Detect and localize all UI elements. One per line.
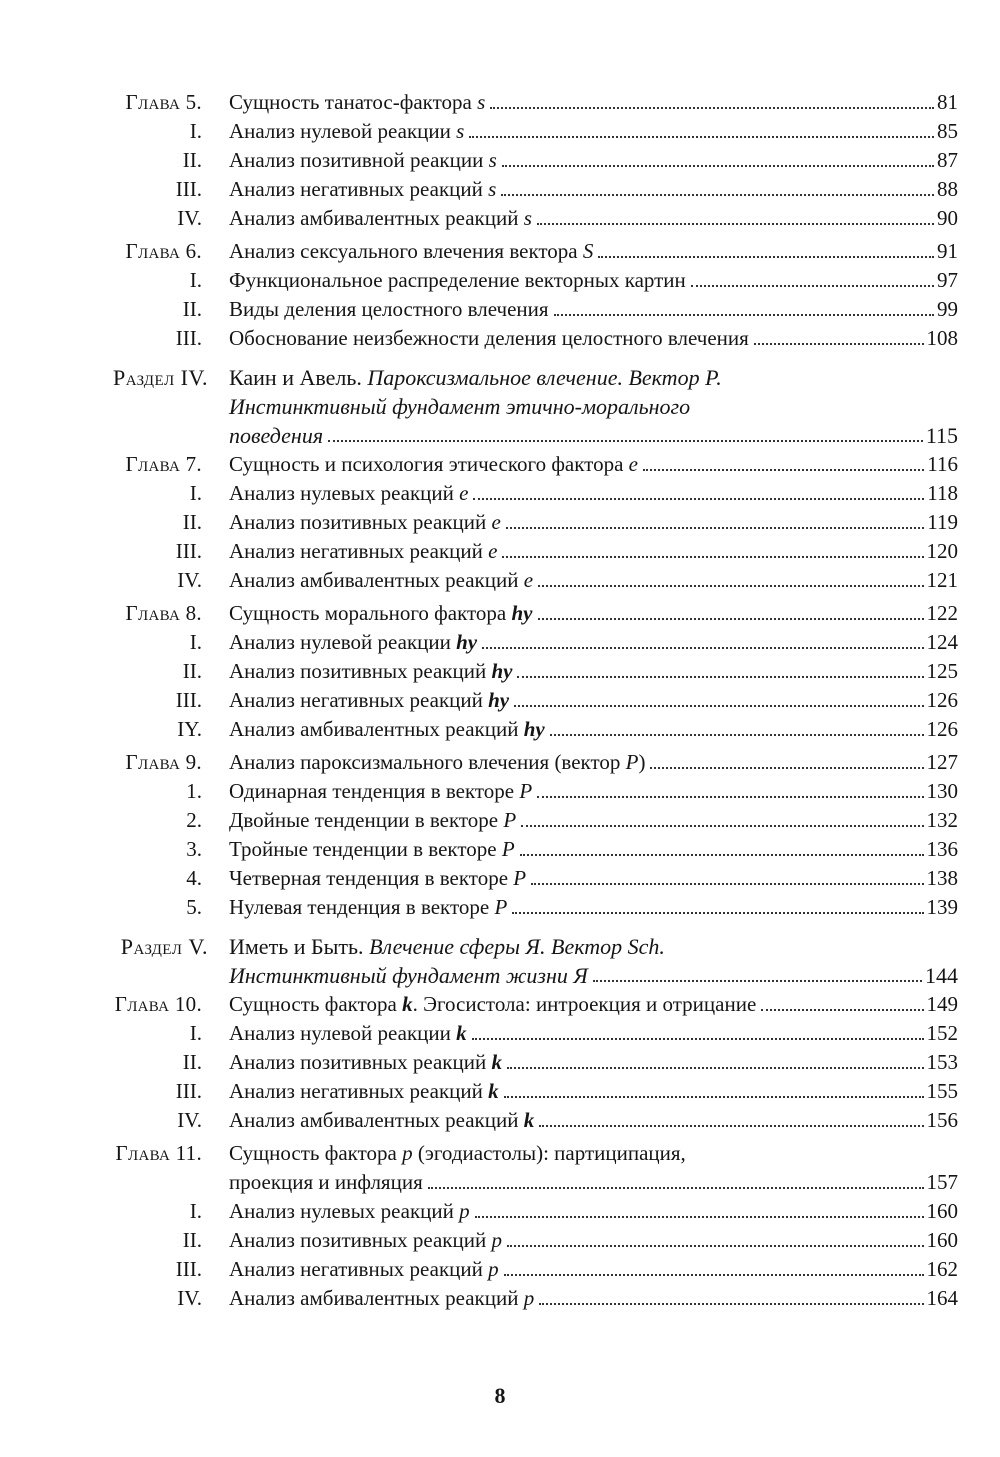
entry-title: Анализ позитивной реакции s [229, 148, 497, 172]
entry-title: Обоснование неизбежности деления целостного влечения [229, 326, 749, 350]
toc-entry [0, 175, 1000, 204]
chapter-label: Глава 10. [114, 992, 202, 1016]
leader-dots [428, 1168, 924, 1189]
leader-dots [538, 599, 924, 620]
leader-dots [520, 835, 924, 856]
toc-entry [0, 117, 1000, 146]
leader-dots [504, 1077, 924, 1098]
toc-entry [0, 1226, 1000, 1255]
entry-title: Анализ пароксизмального влечения (вектор P) [229, 750, 646, 774]
page-ref: 108 [926, 326, 958, 350]
entry-number: I. [189, 481, 202, 505]
page-ref: 119 [927, 510, 958, 534]
entry-title: Анализ амбивалентных реакций s [229, 206, 532, 230]
entry-title: Анализ нулевых реакций e [229, 481, 469, 505]
entry-number: 2. [186, 808, 202, 832]
entry-title: Анализ позитивных реакций hy [229, 659, 513, 683]
entry-number: II. [182, 659, 202, 683]
entry-title: Нулевая тенденция в векторе P [229, 895, 508, 919]
page-ref: 127 [926, 750, 958, 774]
page-ref: 90 [937, 206, 958, 230]
page-ref: 87 [937, 148, 958, 172]
part-title-line-1: Каин и Авель. Пароксизмальное влечение. Вектор Р. [229, 365, 722, 390]
toc-chapter-8 [0, 599, 1000, 628]
page-ref: 115 [925, 423, 958, 448]
entry-number: IY. [177, 717, 202, 741]
toc-entry [0, 864, 1000, 893]
entry-title-line-2: проекция и инфляция [229, 1170, 423, 1194]
entry-number: II. [182, 1050, 202, 1074]
entry-title: Анализ нулевой реакции k [229, 1021, 467, 1045]
leader-dots [598, 237, 934, 258]
entry-number: 4. [186, 866, 202, 890]
entry-title: Анализ негативных реакций hy [229, 688, 510, 712]
page-ref: 99 [937, 297, 958, 321]
entry-number: II. [182, 1228, 202, 1252]
leader-dots [506, 508, 924, 529]
leader-dots [550, 715, 924, 736]
page-ref: 149 [926, 992, 958, 1016]
chapter-label: Глава 6. [125, 239, 202, 263]
leader-dots [554, 295, 934, 316]
toc-entry [0, 657, 1000, 686]
entry-title: Анализ нулевой реакции hy [229, 630, 478, 654]
leader-dots [539, 1284, 923, 1305]
toc-chapter-9 [0, 748, 1000, 777]
leader-dots [643, 450, 924, 471]
part-label: Раздел IV. [112, 365, 208, 390]
leader-dots [501, 175, 934, 196]
entry-number: II. [182, 297, 202, 321]
entry-number: III. [175, 177, 202, 201]
leader-dots [691, 266, 934, 287]
toc-entry [0, 479, 1000, 508]
entry-number: IV. [177, 1108, 202, 1132]
toc-entry [0, 1106, 1000, 1135]
page-ref: 120 [926, 539, 958, 563]
toc-entry [0, 806, 1000, 835]
entry-title: Функциональное распределение векторных картин [229, 268, 686, 292]
toc-chapter-11-cont [0, 1168, 1000, 1197]
toc-entry [0, 628, 1000, 657]
entry-title: Анализ негативных реакций e [229, 539, 498, 563]
toc-entry [0, 266, 1000, 295]
toc-entry [0, 295, 1000, 324]
toc-entry [0, 1284, 1000, 1313]
entry-number: III. [175, 326, 202, 350]
leader-dots [512, 893, 923, 914]
entry-title: Сущность танатос-фактора s [229, 90, 486, 114]
page-ref: 91 [937, 239, 958, 263]
toc-entry [0, 686, 1000, 715]
entry-number: IV. [177, 1286, 202, 1310]
page-ref: 125 [926, 659, 958, 683]
page-ref: 81 [937, 90, 958, 114]
leader-dots [328, 421, 923, 442]
page-ref: 122 [926, 601, 958, 625]
entry-title: Сущность морального фактора hy [229, 601, 533, 625]
entry-title: Анализ позитивных реакций e [229, 510, 501, 534]
toc-part-4 [0, 363, 1000, 392]
entry-number: I. [189, 268, 202, 292]
toc-entry [0, 1077, 1000, 1106]
page-ref: 160 [926, 1199, 958, 1223]
page-ref: 136 [926, 837, 958, 861]
page-ref: 124 [926, 630, 958, 654]
entry-title: Виды деления целостного влечения [229, 297, 549, 321]
toc-entry [0, 324, 1000, 353]
page-ref: 85 [937, 119, 958, 143]
page-number: 8 [494, 1383, 506, 1408]
entry-title: Анализ сексуального влечения вектора S [229, 239, 594, 263]
toc-entry [0, 204, 1000, 233]
toc-entry [0, 1048, 1000, 1077]
entry-number: II. [182, 510, 202, 534]
toc-entry [0, 1019, 1000, 1048]
entry-number: I. [189, 630, 202, 654]
page-ref: 160 [926, 1228, 958, 1252]
toc-part-5-cont [0, 961, 1000, 990]
toc-chapter-10 [0, 990, 1000, 1019]
entry-number: III. [175, 688, 202, 712]
toc-entry [0, 715, 1000, 744]
toc-chapter-6 [0, 237, 1000, 266]
chapter-label: Глава 8. [125, 601, 202, 625]
leader-dots [521, 806, 923, 827]
entry-number: II. [182, 148, 202, 172]
toc-entry [0, 835, 1000, 864]
leader-dots [502, 146, 934, 167]
toc-chapter-5 [0, 88, 1000, 117]
leader-dots [473, 479, 924, 500]
leader-dots [517, 657, 923, 678]
toc-part-4-cont [0, 392, 1000, 421]
entry-number: III. [175, 1079, 202, 1103]
page-ref: 118 [927, 481, 958, 505]
page-ref: 116 [927, 452, 958, 476]
page-ref: 155 [926, 1079, 958, 1103]
chapter-label: Глава 11. [115, 1141, 202, 1165]
toc-entry [0, 146, 1000, 175]
part-title-line-3: поведения [229, 423, 324, 448]
toc-entry [0, 508, 1000, 537]
page-ref: 162 [926, 1257, 958, 1281]
leader-dots [593, 961, 922, 982]
leader-dots [490, 88, 934, 109]
leader-dots [482, 628, 923, 649]
entry-title: Анализ позитивных реакций p [229, 1228, 502, 1252]
page-ref: 126 [926, 717, 958, 741]
entry-number: 5. [186, 895, 202, 919]
leader-dots [504, 1255, 924, 1276]
leader-dots [469, 117, 934, 138]
page-ref: 139 [926, 895, 958, 919]
entry-number: III. [175, 1257, 202, 1281]
page-ref: 121 [926, 568, 958, 592]
leader-dots [538, 566, 923, 587]
entry-number: IV. [177, 568, 202, 592]
toc-entry [0, 537, 1000, 566]
leader-dots [502, 537, 923, 558]
leader-dots [507, 1048, 924, 1069]
entry-title: Сущность фактора p (эгодиастолы): партиципация, [229, 1141, 686, 1165]
chapter-label: Глава 5. [125, 90, 202, 114]
page-ref: 164 [926, 1286, 958, 1310]
toc-part-4-cont [0, 421, 1000, 450]
entry-title: Одинарная тенденция в векторе P [229, 779, 533, 803]
entry-number: I. [189, 1021, 202, 1045]
entry-title: Сущность и психология этического фактора e [229, 452, 638, 476]
toc-chapter-11 [0, 1139, 1000, 1168]
part-title-line-2: Инстинктивный фундамент этично-морального [229, 394, 691, 419]
table-of-contents [0, 88, 1000, 1313]
entry-title: Анализ негативных реакций k [229, 1079, 499, 1103]
entry-title: Анализ амбивалентных реакций e [229, 568, 534, 592]
entry-title: Анализ негативных реакций p [229, 1257, 499, 1281]
part-title-line-2: Инстинктивный фундамент жизни Я [229, 963, 588, 988]
entry-title: Четверная тенденция в векторе P [229, 866, 527, 890]
entry-title: Анализ позитивных реакций k [229, 1050, 502, 1074]
toc-entry [0, 1197, 1000, 1226]
leader-dots [761, 990, 923, 1011]
entry-title: Тройные тенденции в векторе P [229, 837, 515, 861]
entry-title: Сущность фактора k. Эгосистола: интроекция и отрицание [229, 992, 757, 1016]
entry-title: Двойные тенденции в векторе P [229, 808, 517, 832]
chapter-label: Глава 7. [125, 452, 202, 476]
toc-chapter-7 [0, 450, 1000, 479]
page-ref: 152 [926, 1021, 958, 1045]
leader-dots [475, 1197, 924, 1218]
toc-entry [0, 1255, 1000, 1284]
leader-dots [507, 1226, 924, 1247]
leader-dots [650, 748, 923, 769]
entry-title: Анализ нулевой реакции s [229, 119, 465, 143]
entry-title: Анализ амбивалентных реакций hy [229, 717, 545, 741]
page-ref: 126 [926, 688, 958, 712]
page-ref: 88 [937, 177, 958, 201]
part-label: Раздел V. [120, 934, 208, 959]
entry-number: 1. [186, 779, 202, 803]
leader-dots [514, 686, 923, 707]
toc-entry [0, 777, 1000, 806]
page-ref: 130 [926, 779, 958, 803]
entry-number: I. [189, 119, 202, 143]
entry-number: IV. [177, 206, 202, 230]
leader-dots [754, 324, 924, 345]
leader-dots [537, 777, 923, 798]
page-ref: 132 [926, 808, 958, 832]
leader-dots [537, 204, 934, 225]
page-ref: 156 [926, 1108, 958, 1132]
page-ref: 153 [926, 1050, 958, 1074]
chapter-label: Глава 9. [125, 750, 202, 774]
toc-entry [0, 566, 1000, 595]
leader-dots [531, 864, 923, 885]
toc-part-5 [0, 932, 1000, 961]
page-ref: 157 [926, 1170, 958, 1194]
page-ref: 144 [925, 963, 958, 988]
part-title-line-1: Иметь и Быть. Влечение сферы Я. Вектор Sch. [229, 934, 665, 959]
toc-entry [0, 893, 1000, 922]
page-ref: 97 [937, 268, 958, 292]
entry-number: III. [175, 539, 202, 563]
entry-title: Анализ амбивалентных реакций p [229, 1286, 535, 1310]
entry-title: Анализ амбивалентных реакций k [229, 1108, 535, 1132]
entry-title: Анализ негативных реакций s [229, 177, 497, 201]
leader-dots [472, 1019, 924, 1040]
entry-number: I. [189, 1199, 202, 1223]
page-ref: 138 [926, 866, 958, 890]
entry-number: 3. [186, 837, 202, 861]
entry-title: Анализ нулевых реакций p [229, 1199, 470, 1223]
leader-dots [539, 1106, 923, 1127]
